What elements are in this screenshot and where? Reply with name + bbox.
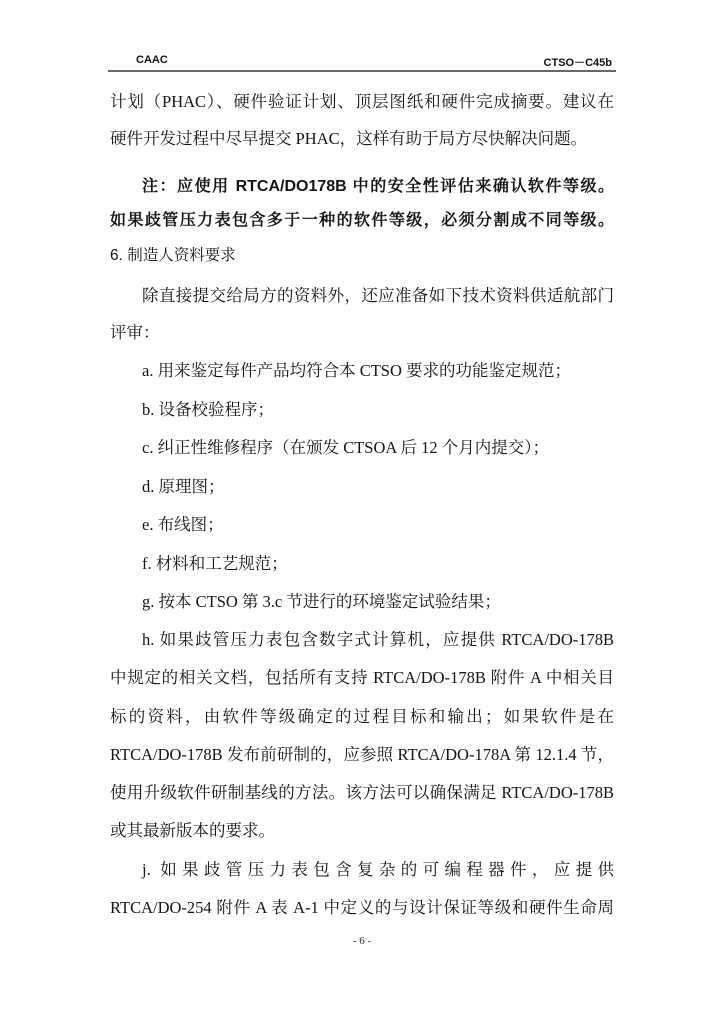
note-line: 如果歧管压力表包含多于一种的软件等级，必须分割成不同等级。 [110,212,614,229]
paragraph-line: 除直接提交给局方的资料外，还应准备如下技术资料供适航部门 [142,286,614,305]
paragraph-line: 硬件开发过程中尽早提交 PHAC，这样有助于局方尽快解决问题。 [110,129,588,148]
paragraph-line: RTCA/DO-254 附件 A 表 A-1 中定义的与设计保证等级和硬件生命周 [110,898,614,917]
header-org: CAAC [136,54,168,66]
list-item-c: c. 纠正性维修程序（在颁发 CTSOA 后 12 个月内提交）； [142,438,550,457]
section-heading: 6. 制造人资料要求 [110,247,236,264]
page-header [108,52,616,68]
list-item-a: a. 用来鉴定每件产品均符合本 CTSO 要求的功能鉴定规范； [142,361,571,380]
list-item-e: e. 布线图； [142,515,224,534]
list-item-b: b. 设备校验程序； [142,400,274,419]
paragraph-line: 计划（PHAC）、硬件验证计划、顶层图纸和硬件完成摘要。建议在 [110,92,614,111]
list-item-f: f. 材料和工艺规范； [142,554,288,573]
paragraph-line: RTCA/DO-178B 发布前研制的，应参照 RTCA/DO-178A 第 12.1.4 节， [110,745,614,764]
page-number: - 6 - [352,935,372,947]
list-item-d: d. 原理图； [142,477,225,496]
header-divider [108,70,616,72]
list-item-h: h. 如果歧管压力表包含数字式计算机，应提供 RTCA/DO-178B [142,630,614,649]
paragraph-line: 中规定的相关文档，包括所有支持 RTCA/DO-178B 附件 A 中相关目 [110,668,614,687]
header-doc-id: CTSO－C45b [543,57,612,69]
paragraph-line: 评审： [110,323,160,342]
paragraph-line: 标的资料，由软件等级确定的过程目标和输出；如果软件是在 [110,707,614,726]
list-item-g: g. 按本 CTSO 第 3.c 节进行的环境鉴定试验结果； [142,592,501,611]
paragraph-line: 使用升级软件研制基线的方法。该方法可以确保满足 RTCA/DO-178B [110,783,614,802]
note-line: 注：应使用 RTCA/DO178B 中的安全性评估来确认软件等级。 [142,178,614,195]
list-item-j: j. 如果歧管压力表包含复杂的可编程器件，应提供 [142,860,614,879]
paragraph-line: 或其最新版本的要求。 [110,821,275,840]
